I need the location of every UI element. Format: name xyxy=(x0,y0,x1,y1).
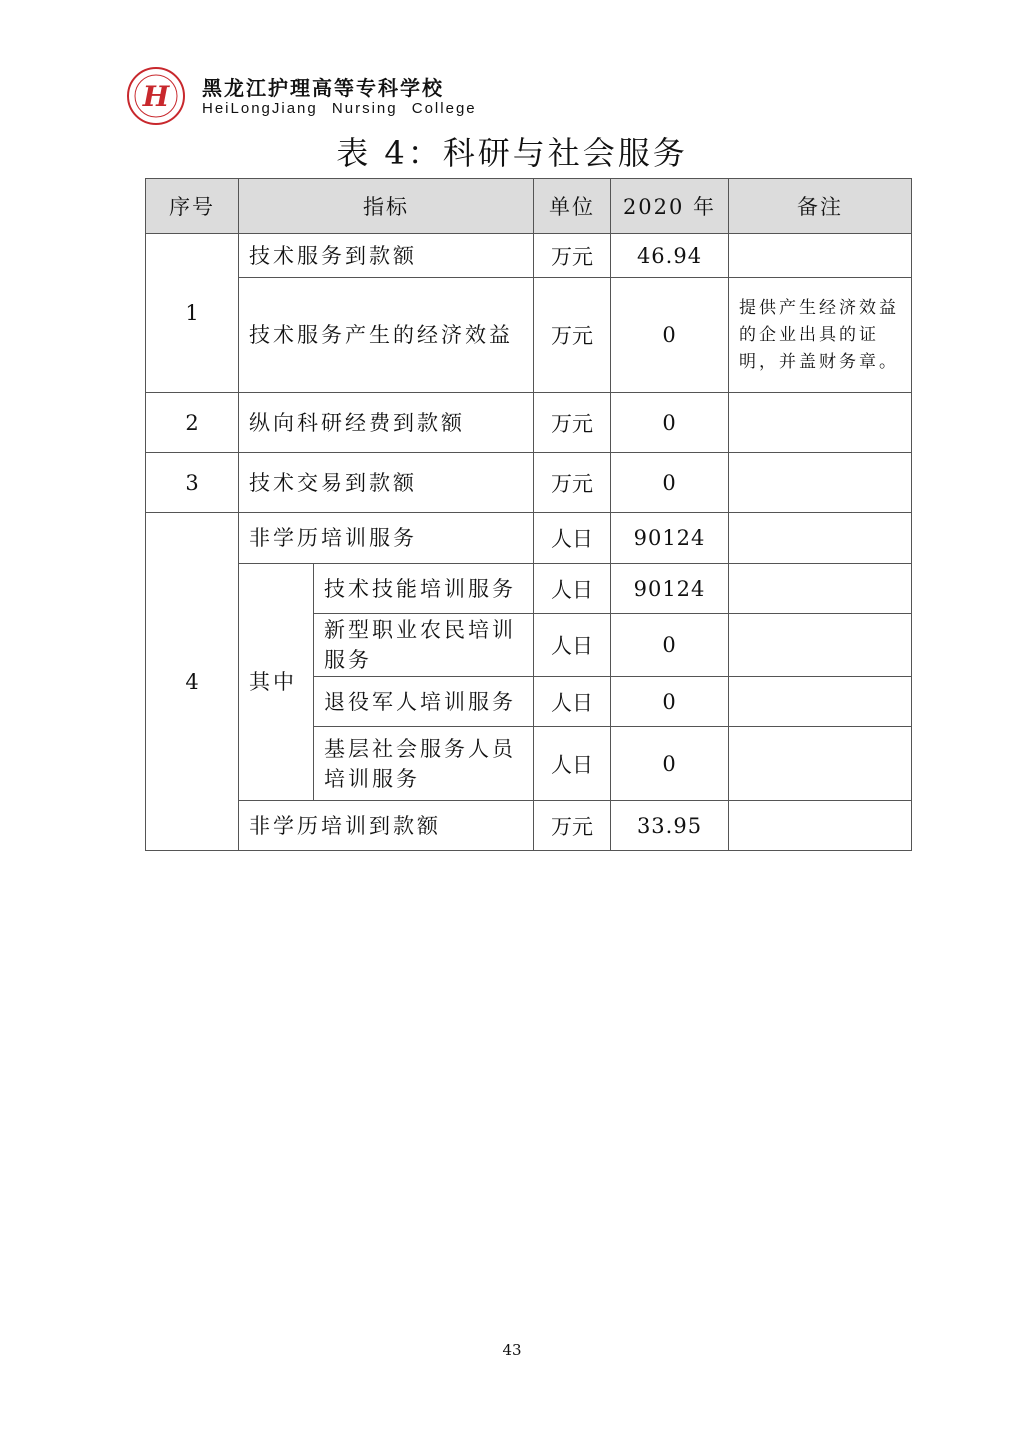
unit-cell: 人日 xyxy=(534,513,611,564)
table-row xyxy=(146,513,912,564)
remark-cell xyxy=(729,564,912,614)
unit-cell: 万元 xyxy=(534,234,611,278)
value-cell: 0 xyxy=(611,614,729,677)
value-cell: 0 xyxy=(611,727,729,801)
value-cell: 46.94 xyxy=(611,234,729,278)
remark-cell: 提供产生经济效益的企业出具的证明，并盖财务章。 xyxy=(729,278,912,393)
header-seq: 序号 xyxy=(146,179,239,234)
table-row xyxy=(146,393,912,453)
unit-cell: 万元 xyxy=(534,453,611,513)
value-cell: 90124 xyxy=(611,564,729,614)
remark-cell xyxy=(729,677,912,727)
college-logo xyxy=(126,66,186,126)
table-row xyxy=(146,564,912,614)
indicator-cell: 技术服务到款额 xyxy=(239,234,534,278)
remark-cell xyxy=(729,234,912,278)
seq-cell: 3 xyxy=(146,453,239,513)
remark-cell xyxy=(729,453,912,513)
seq-cell: 1 xyxy=(146,234,239,393)
unit-cell: 人日 xyxy=(534,614,611,677)
remark-cell xyxy=(729,727,912,801)
header-year: 2020 年 xyxy=(611,179,729,234)
table-title: 表 4：科研与社会服务 xyxy=(336,134,688,172)
indicator-cell: 技术交易到款额 xyxy=(239,453,534,513)
value-cell: 90124 xyxy=(611,513,729,564)
unit-cell: 人日 xyxy=(534,677,611,727)
remark-cell xyxy=(729,801,912,851)
indicator-cell: 纵向科研经费到款额 xyxy=(239,393,534,453)
table-header-row xyxy=(146,179,912,234)
indicator-cell: 新型职业农民培训服务 xyxy=(314,614,534,677)
unit-cell: 人日 xyxy=(534,564,611,614)
logo-letter: H xyxy=(142,80,170,113)
remark-cell xyxy=(729,393,912,453)
value-cell: 0 xyxy=(611,393,729,453)
page-header xyxy=(126,66,486,130)
page-number: 43 xyxy=(502,1341,522,1359)
seq-cell: 2 xyxy=(146,393,239,453)
indicator-cell: 非学历培训服务 xyxy=(239,513,534,564)
unit-cell: 万元 xyxy=(534,801,611,851)
table-row xyxy=(146,278,912,393)
value-cell: 0 xyxy=(611,677,729,727)
research-service-table xyxy=(145,178,912,851)
table-row xyxy=(146,234,912,278)
indicator-cell: 非学历培训到款额 xyxy=(239,801,534,851)
unit-cell: 万元 xyxy=(534,278,611,393)
header-indicator: 指标 xyxy=(239,179,534,234)
indicator-cell: 退役军人培训服务 xyxy=(314,677,534,727)
indicator-cell: 技术服务产生的经济效益 xyxy=(239,278,534,393)
value-cell: 0 xyxy=(611,278,729,393)
remark-cell xyxy=(729,614,912,677)
remark-cell xyxy=(729,513,912,564)
college-name-en: HeiLongJiang Nursing College xyxy=(202,100,477,117)
table-row xyxy=(146,801,912,851)
value-cell: 33.95 xyxy=(611,801,729,851)
header-remark: 备注 xyxy=(729,179,912,234)
unit-cell: 万元 xyxy=(534,393,611,453)
indicator-cell: 技术技能培训服务 xyxy=(314,564,534,614)
unit-cell: 人日 xyxy=(534,727,611,801)
header-unit: 单位 xyxy=(534,179,611,234)
value-cell: 0 xyxy=(611,453,729,513)
table-row xyxy=(146,453,912,513)
indicator-cell: 基层社会服务人员培训服务 xyxy=(314,727,534,801)
college-name-cn: 黑龙江护理高等专科学校 xyxy=(202,76,444,100)
seq-cell: 4 xyxy=(146,513,239,851)
group-cell: 其中 xyxy=(239,564,314,801)
